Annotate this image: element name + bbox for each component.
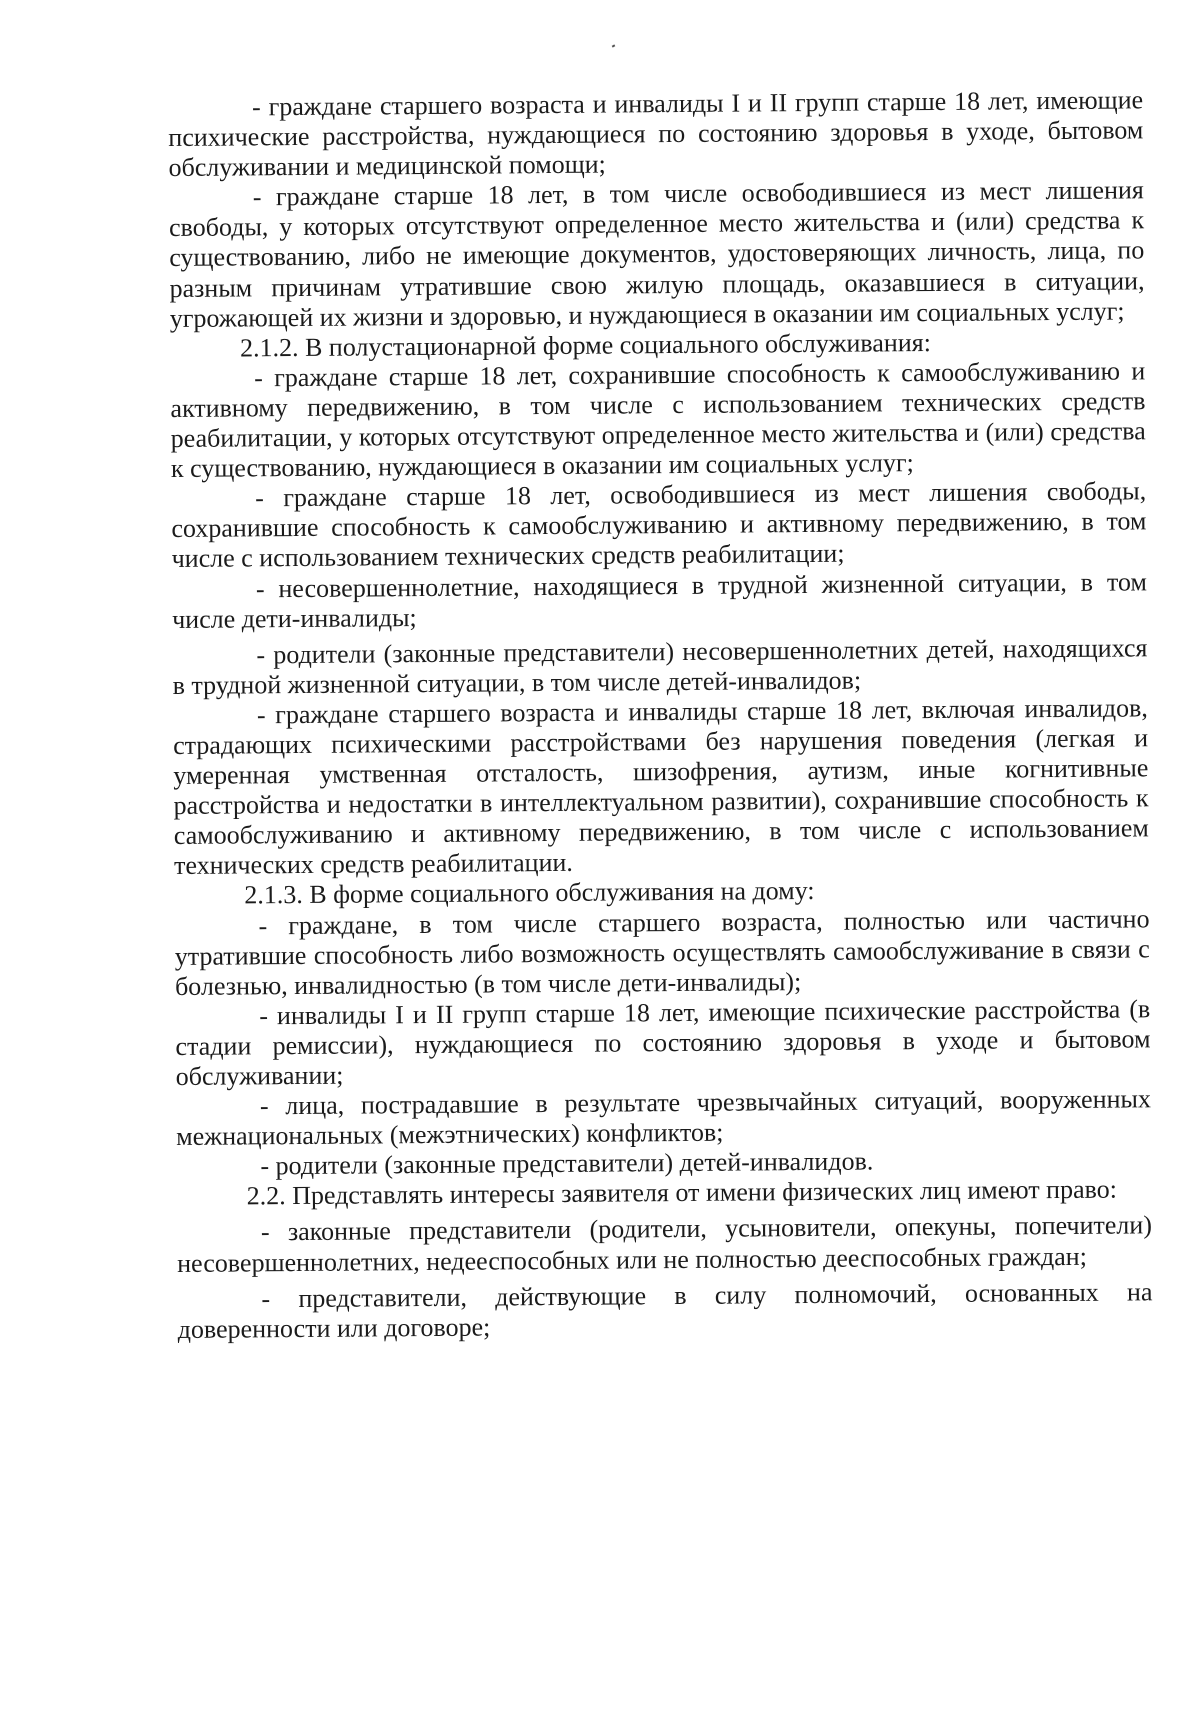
paragraph-disabled-remission: - инвалиды I и II групп старше 18 лет, имеющие психические расстройства (в стадии ремиссии), нуждающиеся по состоянию здоровья в уходе и бытовом обслуживании; xyxy=(175,994,1151,1091)
paragraph-minors-difficult-situation: - несовершеннолетние, находящиеся в трудной жизненной ситуации, в том числе дети-инвалиды; xyxy=(172,566,1147,634)
paragraph-emergency-victims: - лица, пострадавшие в результате чрезвычайных ситуаций, вооруженных межнациональных (межэтнических) конфликтов; xyxy=(176,1084,1152,1152)
paragraph-self-care-no-residence: - граждане старше 18 лет, сохранившие способность к самообслуживанию и активному передвижению, в том числе с использованием технических средств реабилитации, у которых отсутствуют определенное место жительства и (или) средства к существованию, нуждающиеся в оказании им социальных услуг; xyxy=(170,356,1146,484)
paragraph-legal-representatives: - законные представители (родители, усыновители, опекуны, попечители) несовершеннолетних, недееспособных или не полностью дееспособных граждан; xyxy=(177,1210,1153,1278)
paragraph-lost-self-care: - граждане, в том числе старшего возраста, полностью или частично утратившие способность либо возможность осуществлять самообслуживание в связи с болезнью, инвалидностью (в том числе дети-инвалиды); xyxy=(174,903,1150,1001)
section-heading-2-1-3: 2.1.3. В форме социального обслуживания на дому: xyxy=(244,876,815,910)
paragraph-parents-of-disabled-children: - родители (законные представители) детей-инвалидов. xyxy=(260,1146,874,1181)
paragraph-released-self-care: - граждане старше 18 лет, освободившиеся из мест лишения свободы, сохранившие способность к самообслуживанию и активному передвижению, в том числе с использованием технических средств реабилитации; xyxy=(171,476,1147,574)
paragraph-parents-of-minors: - родители (законные представители) несовершеннолетних детей, находящихся в трудной жизненной ситуации, в том числе детей-инвалидов; xyxy=(172,633,1148,700)
section-heading-2-2: 2.2. Представлять интересы заявителя от имени физических лиц имеют право: xyxy=(246,1174,1118,1211)
paragraph-authorized-representatives: - представители, действующие в силу полномочий, основанных на доверенности или договоре; xyxy=(177,1276,1153,1344)
document-page xyxy=(168,85,1153,1344)
paragraph-released-no-residence: - граждане старше 18 лет, в том числе освободившиеся из мест лишения свободы, у которых отсутствуют определенное место жительства и (или) средства к существованию, либо не имеющие документов, удостоверяющих личность, лица, по разным причинам утратившие свою жилую площадь, оказавшиеся в ситуации, угрожающей их жизни и здоровью, и нуждающиеся в оказании им социальных услуг; xyxy=(168,175,1145,333)
scan-speck xyxy=(612,44,616,47)
section-heading-2-1-2: 2.1.2. В полустационарной форме социального обслуживания: xyxy=(239,327,931,363)
paragraph-elderly-mental-disorders: - граждане старшего возраста и инвалиды I и II групп старше 18 лет, имеющие психические расстройства, нуждающиеся по состоянию здоровья в уходе, бытовом обслуживании и медицинской помощи; xyxy=(168,85,1144,183)
paragraph-elderly-disabled-cognitive: - граждане старшего возраста и инвалиды старше 18 лет, включая инвалидов, страдающих психическими расстройствами без нарушения поведения (легкая и умеренная умственная отсталость, шизофрения, аутизм, иные когнитивные расстройства и недостатки в интеллектуальном развитии), сохранившие способность к самообслуживанию и активному передвижению, в том числе с использованием технических средств реабилитации. xyxy=(173,693,1149,881)
